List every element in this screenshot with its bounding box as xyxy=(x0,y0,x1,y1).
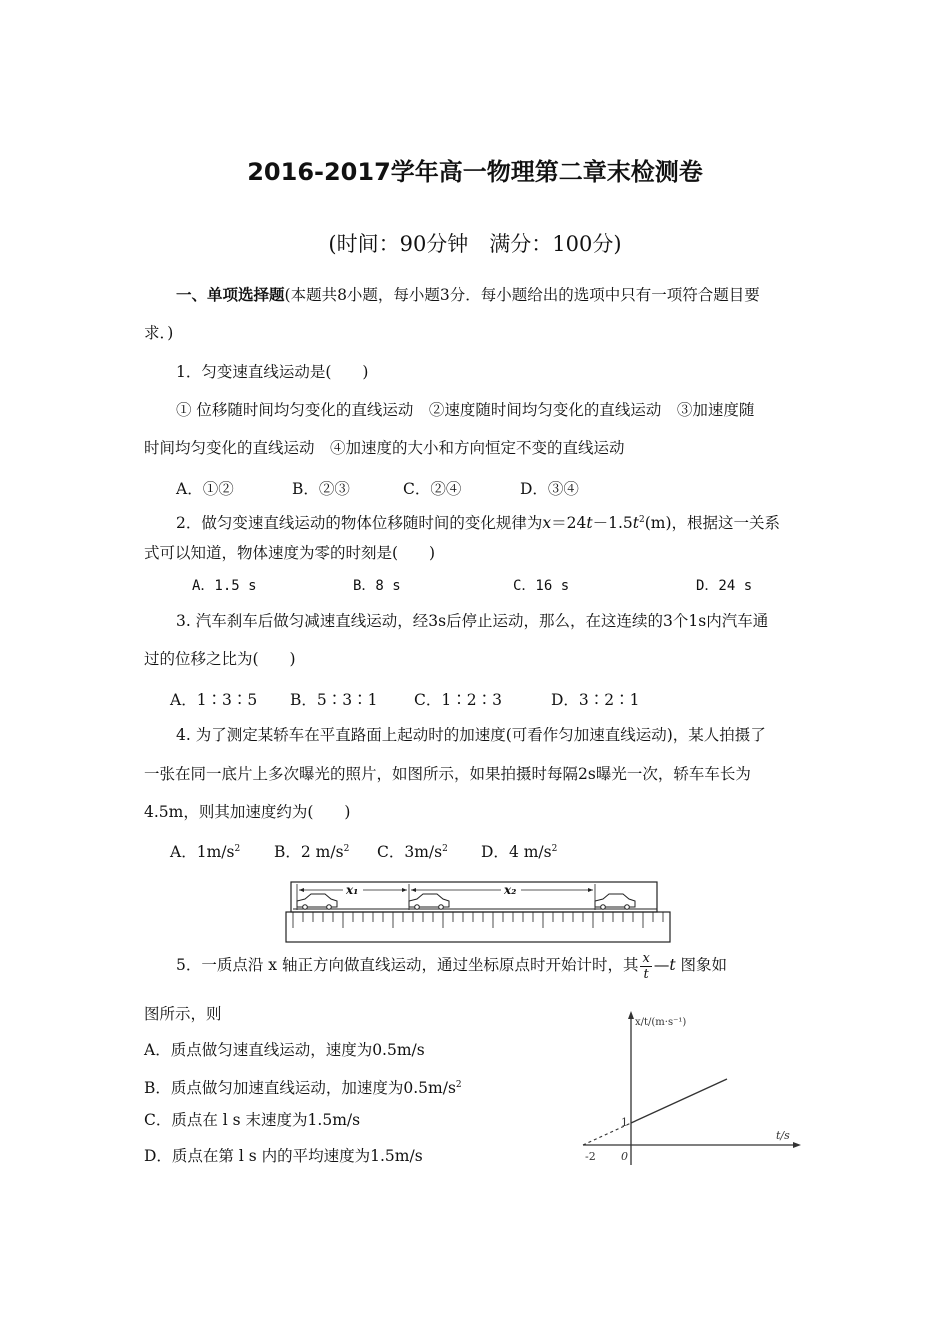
q4-option-b-value: 2 m/s xyxy=(300,843,344,861)
q4-option-a-value: 1m/s xyxy=(196,843,235,861)
q4-option-b-exp: 2 xyxy=(343,843,350,854)
section-desc: (本题共8小题，每小题3分．每小题给出的选项中只有一项符合题目要 xyxy=(284,286,760,304)
q5-option-c: C．质点在 l s 末速度为1.5m/s xyxy=(144,1111,361,1129)
car-icon xyxy=(595,894,635,909)
q5-stem-pre: 5．一质点沿 x 轴正方向做直线运动，通过坐标原点时开始计时，其 xyxy=(176,956,639,974)
page-title: 2016-2017学年高一物理第二章末检测卷 xyxy=(247,158,703,186)
xt-t-graph xyxy=(575,1005,805,1170)
x-axis-arrow xyxy=(793,1142,801,1148)
q4-option-b xyxy=(274,840,349,862)
q4-stem-line1: 4. 为了测定某轿车在平直路面上起动时的加速度(可看作匀加速直线运动)，某人拍摄了 xyxy=(176,726,766,744)
q3-option-d: D．3∶2∶1 xyxy=(551,691,640,709)
q5-fraction xyxy=(640,951,651,982)
q2-var-t1: t xyxy=(586,514,593,533)
q1-statement-line1: ① 位移随时间均匀变化的直线运动 ②速度随时间均匀变化的直线运动 ③加速度随 xyxy=(176,401,755,419)
q5-frac-den: t xyxy=(643,966,649,982)
q1-option-a: A．①② xyxy=(176,480,234,498)
q5-dash: — xyxy=(653,956,670,974)
q2-exponent: 2 xyxy=(638,515,645,525)
q4-option-d-exp: 2 xyxy=(551,843,558,854)
q2-var-t2: t xyxy=(632,514,639,533)
q3-stem-line2: 过的位移之比为( ) xyxy=(144,650,296,668)
q4-option-c-exp: 2 xyxy=(442,843,448,854)
q2-var-x: x xyxy=(542,514,552,533)
x-tick-neg2: -2 xyxy=(585,1150,596,1163)
q3-option-a: A．1∶3∶5 xyxy=(170,691,258,709)
exam-info: (时间：90分钟 满分：100分) xyxy=(328,232,622,256)
q2-option-a: A．1.5 s xyxy=(192,578,257,594)
q5-option-d: D．质点在第 l s 内的平均速度为1.5m/s xyxy=(144,1147,423,1165)
q2-stem-pre: 2．做匀变速直线运动的物体位移随时间的变化规律为 xyxy=(176,514,543,533)
q1-stem: 1．匀变速直线运动是( ) xyxy=(176,363,369,381)
q5-stem-line1 xyxy=(176,950,727,982)
x1-label: x₁ xyxy=(346,883,359,897)
q1-option-d: D．③④ xyxy=(520,480,579,498)
q5-option-b-exp: 2 xyxy=(455,1080,462,1090)
extrapolated-line xyxy=(583,1123,631,1145)
q3-stem-line1: 3. 汽车刹车后做匀减速直线运动，经3s后停止运动，那么，在这连续的3个1s内汽车通 xyxy=(176,612,769,630)
q4-option-d-value: 4 m/s xyxy=(508,843,552,861)
data-line xyxy=(631,1079,727,1123)
q5-frac-num: x xyxy=(642,950,650,966)
q5-var-t: t xyxy=(669,956,676,974)
q2-coef-b: －1.5 xyxy=(592,514,633,533)
q4-option-a-exp: 2 xyxy=(234,843,241,854)
section-heading-line xyxy=(176,285,760,305)
section-heading: 一、单项选择题 xyxy=(176,286,285,304)
y-axis-arrow xyxy=(628,1011,634,1019)
q5-stem-post: 图象如 xyxy=(675,956,727,974)
q4-stem-line2: 一张在同一底片上多次曝光的照片，如图所示，如果拍摄时每隔2s曝光一次，轿车车长为 xyxy=(144,765,751,783)
x-axis-label: t/s xyxy=(776,1129,790,1142)
q2-option-c: C．16 s xyxy=(513,578,570,594)
q4-option-c-label: C． xyxy=(377,843,405,861)
q4-option-c-value: 3m/s xyxy=(404,843,443,861)
q2-coef-a: ＝24 xyxy=(551,514,587,533)
q2-stem-line1 xyxy=(176,510,780,533)
q1-option-b: B．②③ xyxy=(292,480,350,498)
x2-label: x₂ xyxy=(504,883,517,897)
ruler xyxy=(286,912,670,942)
y-tick-1: 1 xyxy=(621,1116,628,1129)
ruler-ticks xyxy=(293,912,663,928)
q5-option-b-text: B．质点做匀加速直线运动，加速度为0.5m/s xyxy=(144,1079,456,1098)
q4-option-d-label: D． xyxy=(481,843,509,861)
q5-stem-line2: 图所示，则 xyxy=(144,1005,222,1023)
q4-option-c xyxy=(377,840,448,862)
q2-unit: (m) xyxy=(644,514,672,533)
q4-option-b-label: B． xyxy=(274,843,301,861)
section-desc-cont: 求．) xyxy=(144,324,174,342)
q4-option-d xyxy=(481,840,557,862)
q3-option-b: B．5∶3∶1 xyxy=(290,691,378,709)
car-icon xyxy=(409,894,449,909)
y-axis-label: x/t/(m·s⁻¹) xyxy=(635,1017,687,1028)
q2-stem-post: ，根据这一关系 xyxy=(671,514,781,533)
q5-option-a: A．质点做匀速直线运动，速度为0.5m/s xyxy=(144,1041,425,1059)
car-photo-figure xyxy=(285,880,671,944)
q3-option-c: C．1∶2∶3 xyxy=(414,691,502,709)
q2-option-b: B．8 s xyxy=(353,578,401,594)
q5-option-b xyxy=(144,1075,462,1098)
q4-option-a xyxy=(170,840,240,862)
q4-option-a-label: A． xyxy=(170,843,197,861)
origin-label: 0 xyxy=(621,1150,628,1163)
q1-option-c: C．②④ xyxy=(403,480,462,498)
q1-statement-line2: 时间均匀变化的直线运动 ④加速度的大小和方向恒定不变的直线运动 xyxy=(144,439,625,457)
q4-stem-line3: 4.5m，则其加速度约为( ) xyxy=(144,803,351,821)
car-icon xyxy=(297,894,337,909)
q2-stem-line2: 式可以知道，物体速度为零的时刻是( ) xyxy=(144,544,436,562)
q2-option-d: D．24 s xyxy=(696,578,753,594)
